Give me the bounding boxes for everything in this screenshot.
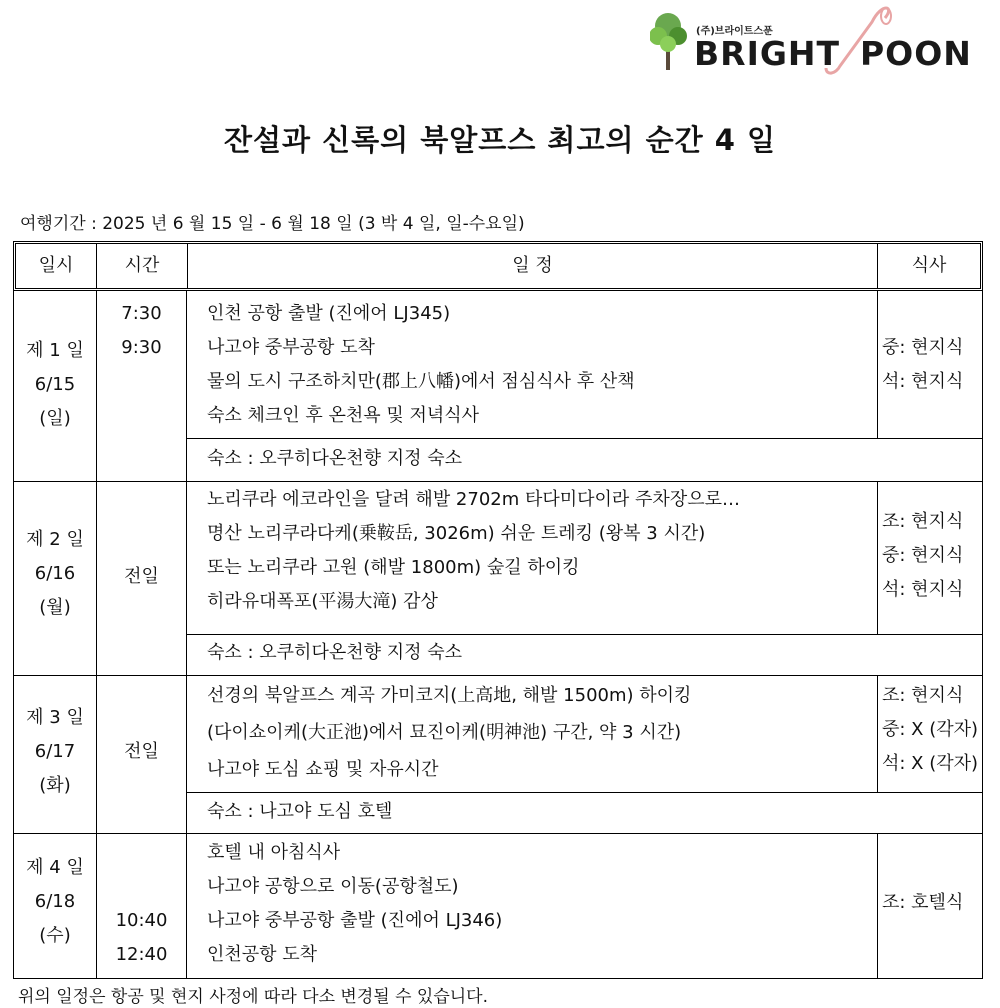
day2-times: 전일 [124,566,159,587]
header-day: 일시 [38,255,74,276]
day1-meals: 중: 현지식 석: 현지식 [882,337,964,392]
header-time: 시간 [124,255,160,276]
day2-schedule: 노리쿠라 에코라인을 달려 해발 2702m 타다미다이라 주차장으로… 명산 노리쿠라다케(乗鞍岳, 3026m) 쉬운 트레킹 (왕복 3 시간) 또는 노리쿠라 고원 (해발 1800m) 숲길 하이킹 히라유대폭포(平湯大滝) 감상 [207,489,740,612]
travel-period: 여행기간 : 2025 년 6 월 15 일 - 6 월 18 일 (3 박 4 일, 일-수요일) [20,214,525,234]
day1-schedule: 인천 공항 출발 (진에어 LJ345) 나고야 중부공항 도착 물의 도시 구조하치만(郡上八幡)에서 점심식사 후 산책 숙소 체크인 후 온천욕 및 저녁식사 [207,303,635,426]
day3-schedule: 선경의 북알프스 계곡 가미코지(上高地, 해발 1500m) 하이킹 (다이쇼이케(大正池)에서 묘진이케(明神池) 구간, 약 3 시간) 나고야 도심 쇼핑 및 자유시간 [207,685,692,780]
day3-times: 전일 [124,741,159,762]
day1-times: 7:30 9:30 [121,303,162,358]
page-title: 잔설과 신록의 북알프스 최고의 순간 4 일 [224,123,776,157]
day4-times: 10:40 12:40 [115,910,168,965]
day2-meals: 조: 현지식 중: 현지식 석: 현지식 [882,511,964,600]
day1-label: 제 1 일 6/15 (일) [26,340,84,429]
day4-meals: 조: 호텔식 [882,892,964,913]
logo-company-name: (주)브라이트스푼 [696,26,773,37]
logo-brand-left: BRIGHT [694,34,841,73]
day3-meals: 조: 현지식 중: X (각자) 석: X (각자) [882,685,979,774]
logo-brand-right: POON [860,34,972,73]
header-meals: 식사 [911,255,947,276]
day3-label: 제 3 일 6/17 (화) [26,707,84,796]
day2-label: 제 2 일 6/16 (월) [26,529,84,618]
day1-lodging: 숙소 : 오쿠히다온천향 지정 숙소 [207,448,462,469]
brand-logo [650,4,970,82]
day4-schedule: 호텔 내 아침식사 나고야 공항으로 이동(공항철도) 나고야 중부공항 출발 (진에어 LJ346) 인천공항 도착 [207,842,503,965]
day3-lodging: 숙소 : 나고야 도심 호텔 [207,801,393,822]
header-schedule: 일 정 [512,255,553,276]
day4-label: 제 4 일 6/18 (수) [26,857,84,946]
day2-lodging: 숙소 : 오쿠히다온천향 지정 숙소 [207,642,462,663]
schedule-notice: 위의 일정은 항공 및 현지 사정에 따라 다소 변경될 수 있습니다. [18,987,488,1007]
table-header [13,241,983,291]
